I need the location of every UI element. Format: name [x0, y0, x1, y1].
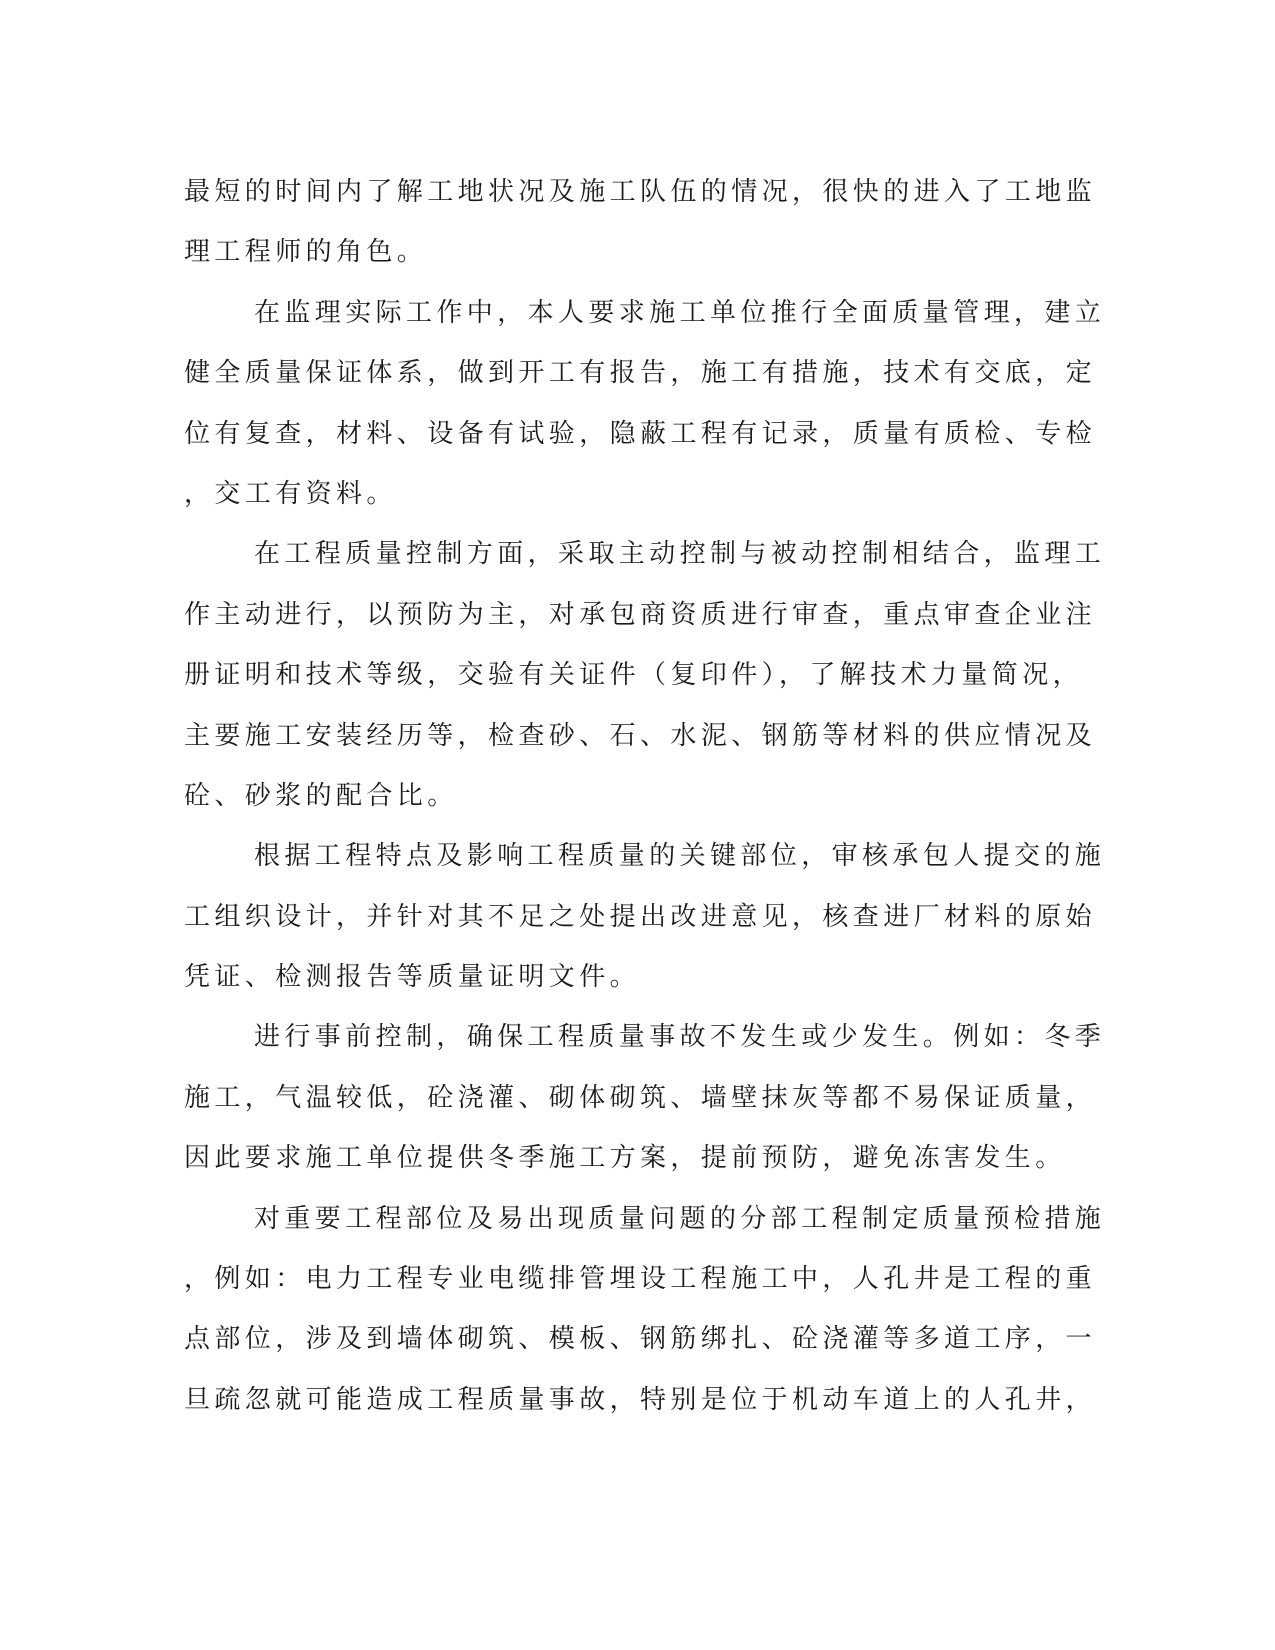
text-line: 点部位，涉及到墙体砌筑、模板、钢筋绑扎、砼浇灌等多道工序，一 — [184, 1324, 1097, 1355]
paragraph-start-line: 进行事前控制，确保工程质量事故不发生或少发生。例如：冬季 — [254, 1022, 1106, 1053]
paragraph-start-line: 对重要工程部位及易出现质量问题的分部工程制定质量预检措施 — [254, 1203, 1106, 1234]
text-line: 主要施工安装经历等，检查砂、石、水泥、钢筋等材料的供应情况及 — [184, 720, 1097, 751]
text-line: ，例如：电力工程专业电缆排管埋设工程施工中，人孔井是工程的重 — [184, 1264, 1097, 1295]
text-line: 位有复查，材料、设备有试验，隐蔽工程有记录，质量有质检、专检 — [184, 418, 1097, 449]
text-line: 因此要求施工单位提供冬季施工方案，提前预防，避免冻害发生。 — [184, 1143, 1066, 1174]
text-line: 作主动进行，以预防为主，对承包商资质进行审查，重点审查企业注 — [184, 599, 1097, 630]
text-line: 砼、砂浆的配合比。 — [184, 780, 458, 811]
body-text — [184, 162, 1106, 1430]
text-line: ，交工有资料。 — [184, 478, 397, 509]
text-line: 册证明和技术等级，交验有关证件（复印件），了解技术力量简况， — [184, 660, 1084, 691]
text-line: 理工程师的角色。 — [184, 237, 428, 268]
text-line: 健全质量保证体系，做到开工有报告，施工有措施，技术有交底，定 — [184, 358, 1097, 389]
text-line: 最短的时间内了解工地状况及施工队伍的情况，很快的进入了工地监 — [184, 177, 1097, 207]
text-line: 凭证、检测报告等质量证明文件。 — [184, 962, 641, 993]
paragraph-start-line: 根据工程特点及影响工程质量的关键部位，审核承包人提交的施 — [254, 841, 1106, 872]
text-line: 旦疏忽就可能造成工程质量事故，特别是位于机动车道上的人孔井， — [184, 1384, 1097, 1415]
paragraph-start-line: 在工程质量控制方面，采取主动控制与被动控制相结合，监理工 — [254, 539, 1106, 570]
text-line: 施工，气温较低，砼浇灌、砌体砌筑、墙壁抹灰等都不易保证质量， — [184, 1082, 1097, 1113]
text-line: 工组织设计，并针对其不足之处提出改进意见，核查进厂材料的原始 — [184, 901, 1097, 932]
paragraph-start-line: 在监理实际工作中，本人要求施工单位推行全面质量管理，建立 — [254, 297, 1106, 328]
